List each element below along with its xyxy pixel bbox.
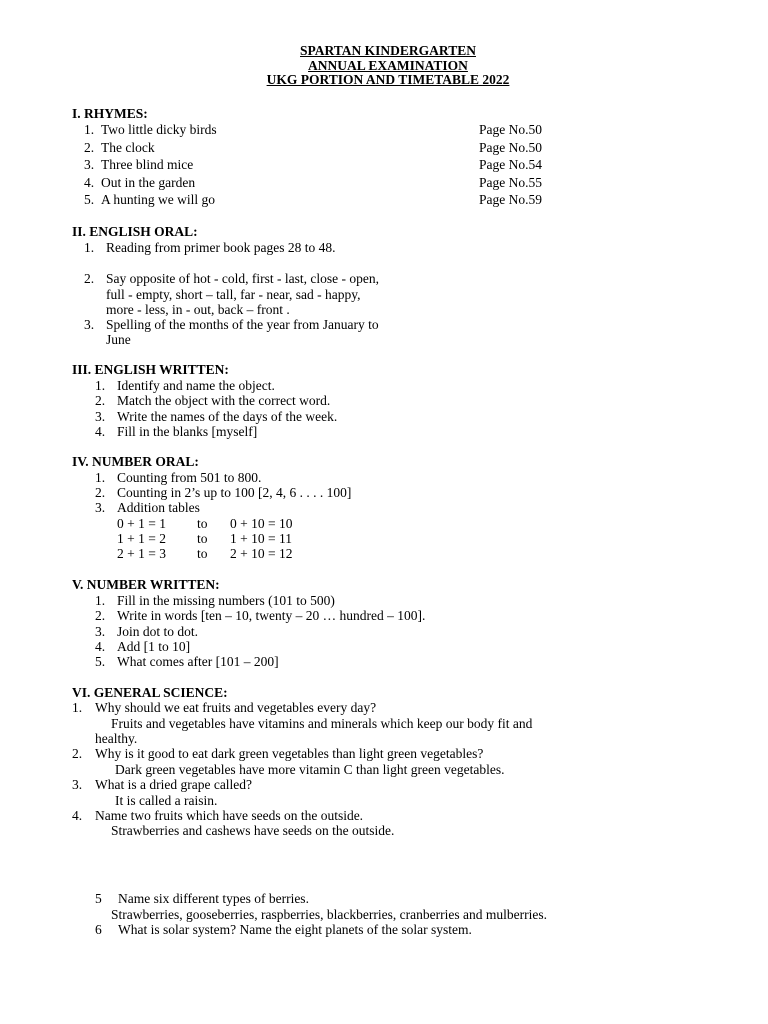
table-start: 1 + 1 = 2 — [117, 531, 166, 546]
list-item-number: 2. — [95, 393, 106, 408]
section-heading-english-written: III. ENGLISH WRITTEN: — [72, 362, 229, 377]
rhyme-title: A hunting we will go — [101, 192, 215, 207]
list-item-number: 3. — [84, 157, 95, 172]
list-item-number: 2. — [95, 485, 106, 500]
document-header — [0, 44, 768, 88]
section-heading-english-oral: II. ENGLISH ORAL: — [72, 224, 198, 239]
question-number: 3. — [72, 777, 83, 792]
rhyme-page: Page No.55 — [479, 175, 542, 190]
table-start: 0 + 1 = 1 — [117, 516, 166, 531]
question-text: Why should we eat fruits and vegetables every day? — [95, 700, 377, 715]
list-item-text: more - less, in - out, back – front . — [106, 302, 290, 317]
answer-text: Fruits and vegetables have vitamins and minerals which keep our body fit and — [111, 716, 533, 731]
question-number: 5 — [95, 891, 102, 906]
list-item-number: 3. — [95, 500, 106, 515]
list-item-number: 1. — [84, 240, 95, 255]
list-item-text: Fill in the missing numbers (101 to 500) — [117, 593, 335, 608]
list-item-text: Add [1 to 10] — [117, 639, 191, 654]
list-item-number: 3. — [84, 317, 95, 332]
rhyme-title: Out in the garden — [101, 175, 196, 190]
list-item-number: 1. — [95, 378, 106, 393]
list-item-number: 2. — [84, 271, 95, 286]
rhyme-title: The clock — [101, 140, 155, 155]
rhyme-title: Two little dicky birds — [101, 122, 217, 137]
answer-text: Strawberries, gooseberries, raspberries, blackberries, cranberries and mulberries. — [111, 907, 547, 922]
section-heading-rhymes: I. RHYMES: — [72, 106, 148, 121]
question-number: 4. — [72, 808, 83, 823]
question-text: What is solar system? Name the eight planets of the solar system. — [118, 922, 472, 937]
school-name: SPARTAN KINDERGARTEN — [300, 43, 476, 58]
list-item-text: Write the names of the days of the week. — [117, 409, 338, 424]
list-item-number: 1. — [84, 122, 95, 137]
question-text: What is a dried grape called? — [95, 777, 253, 792]
table-start: 2 + 1 = 3 — [117, 546, 166, 561]
table-to: to — [197, 516, 208, 531]
list-item-text: June — [106, 332, 131, 347]
portion-title: UKG PORTION AND TIMETABLE 2022 — [266, 72, 510, 87]
section-heading-number-written: V. NUMBER WRITTEN: — [72, 577, 220, 592]
list-item-text: Join dot to dot. — [117, 624, 199, 639]
list-item-number: 5. — [95, 654, 106, 669]
list-item-text: Counting in 2’s up to 100 [2, 4, 6 . . . . 100] — [117, 485, 352, 500]
rhyme-title: Three blind mice — [101, 157, 194, 172]
exam-title: ANNUAL EXAMINATION — [308, 57, 468, 73]
list-item-text: Spelling of the months of the year from January to — [106, 317, 379, 332]
list-item-text: Addition tables — [117, 500, 200, 515]
list-item-text: Fill in the blanks [myself] — [117, 424, 258, 439]
question-number: 1. — [72, 700, 83, 715]
list-item-text: Say opposite of hot - cold, first - last, close - open, — [106, 271, 379, 286]
list-item-number: 4. — [95, 639, 106, 654]
list-item-number: 2. — [84, 140, 95, 155]
question-text: Name six different types of berries. — [118, 891, 309, 906]
rhyme-page: Page No.59 — [479, 192, 542, 207]
list-item-number: 1. — [95, 470, 106, 485]
question-text: Name two fruits which have seeds on the outside. — [95, 808, 364, 823]
rhyme-page: Page No.54 — [479, 157, 542, 172]
list-item-text: What comes after [101 – 200] — [117, 654, 279, 669]
question-number: 6 — [95, 922, 102, 937]
list-item-number: 5. — [84, 192, 95, 207]
question-text: Why is it good to eat dark green vegetables than light green vegetables? — [95, 746, 484, 761]
list-item-number: 3. — [95, 624, 106, 639]
answer-text: It is called a raisin. — [115, 793, 218, 808]
list-item-text: Identify and name the object. — [117, 378, 275, 393]
list-item-number: 4. — [95, 424, 106, 439]
table-end: 2 + 10 = 12 — [230, 546, 293, 561]
answer-text: Dark green vegetables have more vitamin C than light green vegetables. — [115, 762, 505, 777]
question-number: 2. — [72, 746, 83, 761]
list-item-number: 3. — [95, 409, 106, 424]
list-item-text: Reading from primer book pages 28 to 48. — [106, 240, 336, 255]
list-item-number: 4. — [84, 175, 95, 190]
answer-text: healthy. — [95, 731, 138, 746]
list-item-text: full - empty, short – tall, far - near, sad - happy, — [106, 287, 361, 302]
section-heading-general-science: VI. GENERAL SCIENCE: — [72, 685, 228, 700]
list-item-number: 1. — [95, 593, 106, 608]
rhyme-page: Page No.50 — [479, 122, 542, 137]
rhyme-page: Page No.50 — [479, 140, 542, 155]
list-item-number: 2. — [95, 608, 106, 623]
section-heading-number-oral: IV. NUMBER ORAL: — [72, 454, 199, 469]
list-item-text: Counting from 501 to 800. — [117, 470, 262, 485]
table-end: 0 + 10 = 10 — [230, 516, 293, 531]
answer-text: Strawberries and cashews have seeds on the outside. — [111, 823, 395, 838]
list-item-text: Write in words [ten – 10, twenty – 20 … hundred – 100]. — [117, 608, 426, 623]
list-item-text: Match the object with the correct word. — [117, 393, 331, 408]
table-end: 1 + 10 = 11 — [230, 531, 292, 546]
table-to: to — [197, 531, 208, 546]
table-to: to — [197, 546, 208, 561]
